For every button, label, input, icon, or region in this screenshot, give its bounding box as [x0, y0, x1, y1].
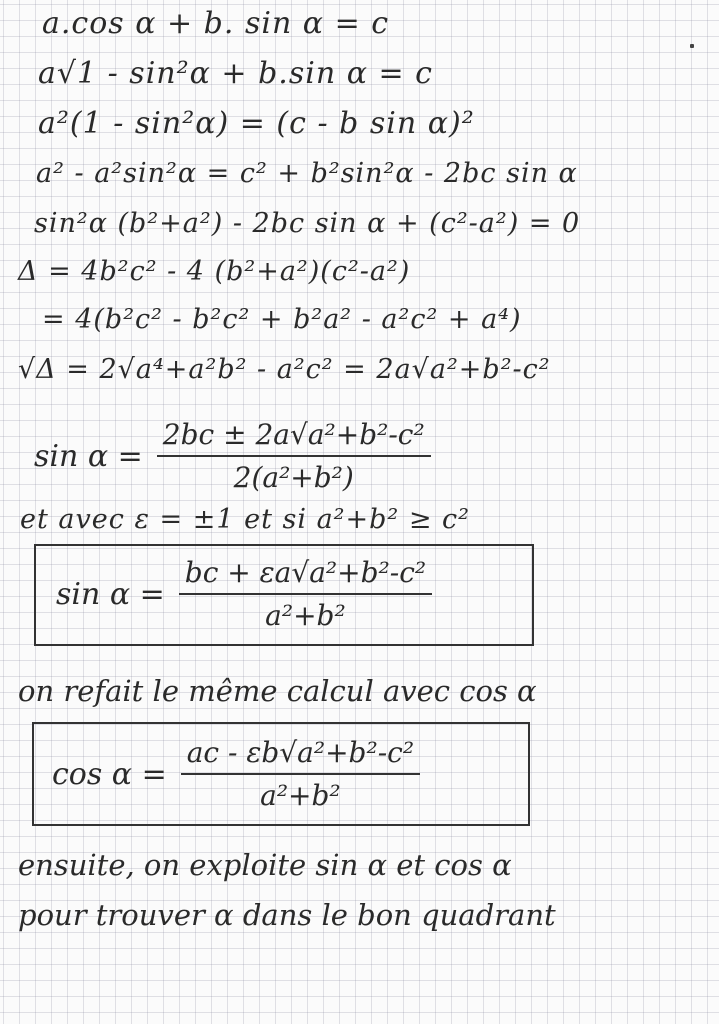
equation-line-5: sin²α (b²+a²) - 2bc sin α + (c²-a²) = 0	[34, 208, 581, 239]
cos-boxed-fraction	[181, 736, 420, 812]
sin-solution-lhs: sin α =	[34, 438, 143, 474]
equation-line-1: a.cos α + b. sin α = c	[42, 6, 390, 41]
condition-line: et avec ε = ±1 et si a²+b² ≥ c²	[20, 504, 470, 535]
equation-line-2: a√1 - sin²α + b.sin α = c	[38, 56, 433, 91]
sin-boxed-formula	[56, 556, 432, 632]
sin-boxed-denominator: a²+b²	[265, 599, 346, 632]
equation-line-8: √Δ = 2√a⁴+a²b² - a²c² = 2a√a²+b²-c²	[18, 354, 551, 385]
equation-line-4: a² - a²sin²α = c² + b²sin²α - 2bc sin α	[36, 158, 578, 189]
sin-solution-fraction	[157, 418, 431, 494]
sin-boxed-fraction	[179, 556, 432, 632]
conclusion-line-1: ensuite, on exploite sin α et cos α	[18, 848, 512, 882]
sin-boxed-lhs: sin α =	[56, 576, 165, 612]
conclusion-line-2: pour trouver α dans le bon quadrant	[18, 898, 556, 932]
equation-line-6: Δ = 4b²c² - 4 (b²+a²)(c²-a²)	[18, 256, 411, 287]
sin-solution-denominator: 2(a²+b²)	[233, 461, 354, 494]
cos-boxed-formula	[52, 736, 420, 812]
note-cos-line: on refait le même calcul avec cos α	[18, 674, 537, 708]
cos-boxed-denominator: a²+b²	[260, 779, 341, 812]
margin-mark	[690, 44, 694, 48]
sin-solution-numerator: 2bc ± 2a√a²+b²-c²	[162, 418, 425, 451]
cos-boxed-numerator: ac - εb√a²+b²-c²	[186, 736, 415, 769]
equation-line-7: = 4(b²c² - b²c² + b²a² - a²c² + a⁴)	[42, 304, 522, 335]
sin-boxed-numerator: bc + εa√a²+b²-c²	[184, 556, 427, 589]
cos-boxed-lhs: cos α =	[52, 756, 167, 792]
equation-line-3: a²(1 - sin²α) = (c - b sin α)²	[38, 106, 475, 141]
sin-solution	[34, 418, 431, 494]
